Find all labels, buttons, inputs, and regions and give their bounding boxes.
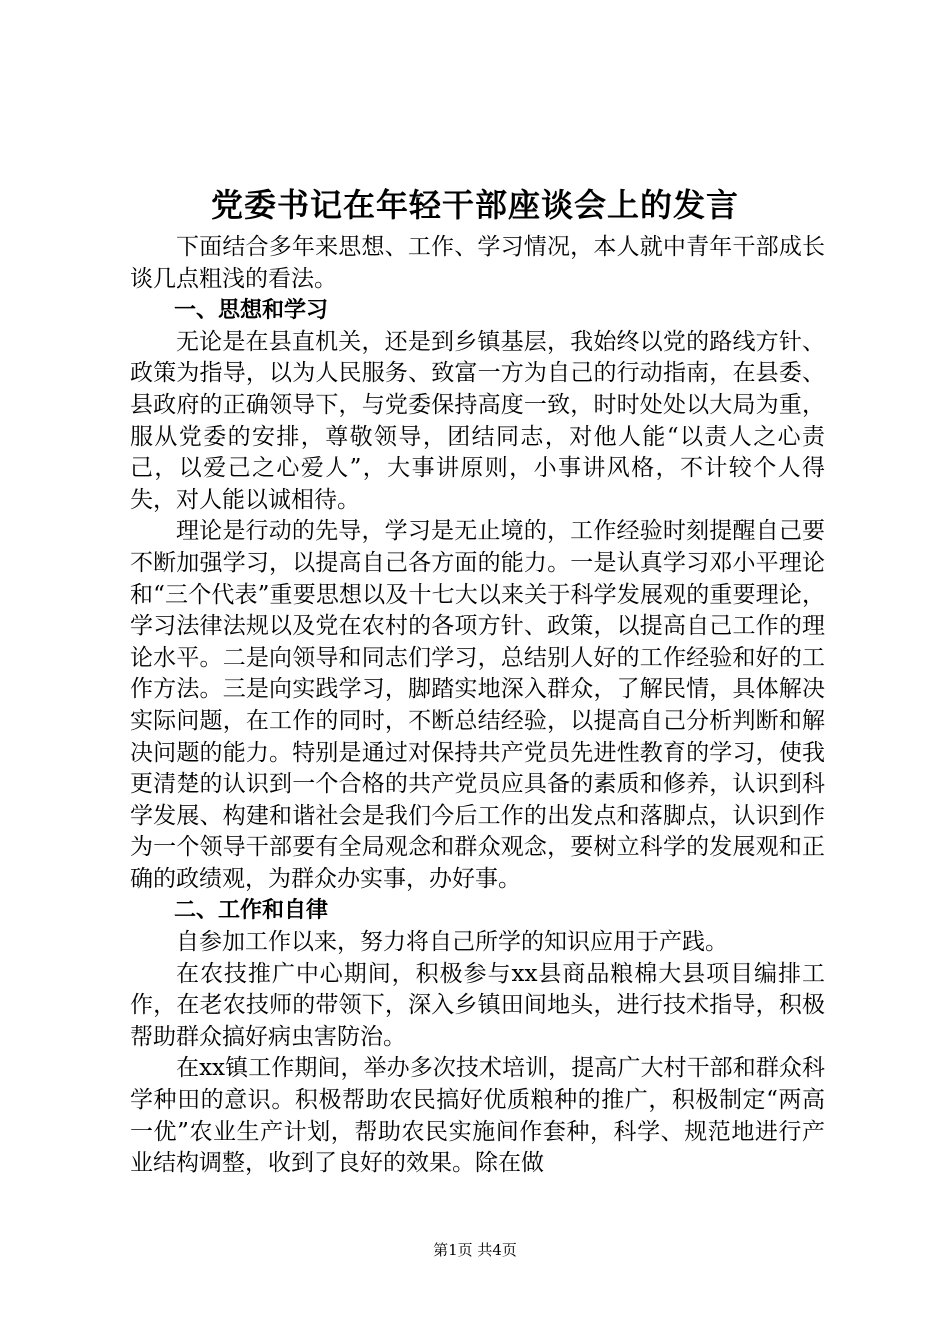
- section-heading: 一、思想和学习: [174, 298, 329, 324]
- paragraph: 下面结合多年来思想、工作、学习情况，本人就中青年干部成长谈几点粗浅的看法。: [130, 234, 825, 292]
- paragraph: 在农技推广中心期间，积极参与xx县商品粮棉大县项目编排工作，在老农技师的带领下，深入乡镇田间地头，进行技术指导，积极帮助群众搞好病虫害防治。: [130, 960, 825, 1050]
- paragraph: 自参加工作以来，努力将自己所学的知识应用于产践。: [176, 929, 728, 956]
- document-title: 党委书记在年轻干部座谈会上的发言: [210, 186, 739, 224]
- section-heading: 二、工作和自律: [174, 898, 329, 924]
- document-body: [130, 232, 825, 1180]
- paragraph: 无论是在县直机关，还是到乡镇基层，我始终以党的路线方针、政策为指导，以为人民服务、致富一方为自己的行动指南，在县委、县政府的正确领导下，与党委保持高度一致，时时处处以大局为重，服从党委的安排，尊敬领导，团结同志，对他人能“以责人之心责己，以爱己之心爱人”，大事讲原则，小事讲风格，不计较个人得失，对人能以诚相待。: [130, 328, 825, 513]
- paragraph: 理论是行动的先导，学习是无止境的，工作经验时刻提醒自己要不断加强学习，以提高自己各方面的能力。一是认真学习邓小平理论和“三个代表”重要思想以及十七大以来关于科学发展观的重要理论，学习法律法规以及党在农村的各项方针、政策，以提高自己工作的理论水平。二是向领导和同志们学习，总结别人好的工作经验和好的工作方法。三是向实践学习，脚踏实地深入群众，了解民情，具体解决实际问题，在工作的同时，不断总结经验，以提高自己分析判断和解决问题的能力。特别是通过对保持共产党员先进性教育的学习，使我更清楚的认识到一个合格的共产党员应具备的素质和修养，认识到科学发展、构建和谐社会是我们今后工作的出发点和落脚点，认识到作为一个领导干部要有全局观念和群众观念，要树立科学的发展观和正确的政绩观，为群众办实事，办好事。: [130, 518, 825, 892]
- page-footer: 第1页 共4页: [433, 1241, 517, 1259]
- paragraph: 在xx镇工作期间，举办多次技术培训，提高广大村干部和群众科学种田的意识。积极帮助农民搞好优质粮种的推广，积极制定“两高一优”农业生产计划，帮助农民实施间作套种，科学、规范地进行产业结构调整，收到了良好的效果。除在做: [130, 1055, 825, 1177]
